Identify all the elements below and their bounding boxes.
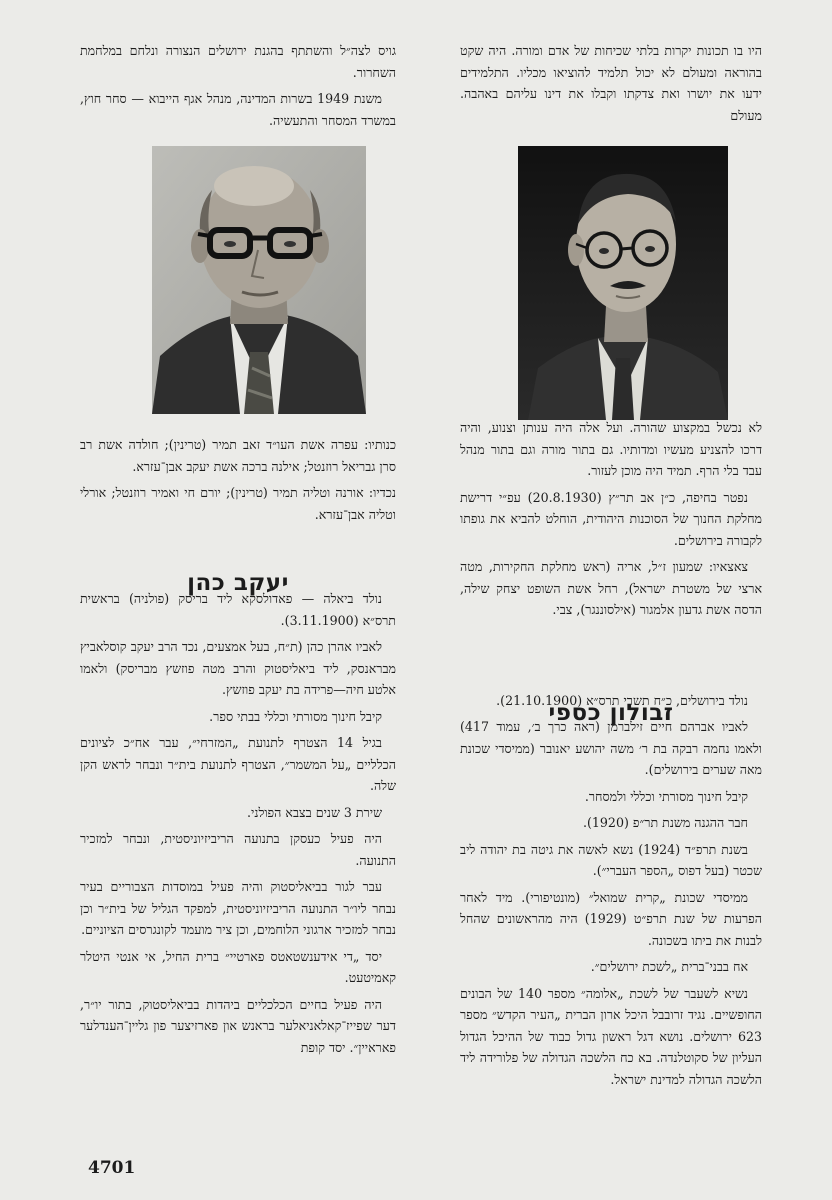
paragraph: עבר לגור בביאליסטוק והיה פעיל במוסדות הצבוריים בעיר נבחר ליו״ר התנועה הריביזיוניסטית, למפקד הגליל של בית״ר וכן נבחר למזכיר ארגוני הלוחמים, וכן ציר מועמד לקונגרסים הציוניים. [80, 879, 396, 937]
page-number: 4701 [88, 1158, 136, 1178]
portrait-photo [518, 146, 728, 420]
portrait-photo [152, 146, 366, 414]
paragraph: לאביו אהרן כהן (ת״ח, בעל אמצעים, נכד הרב יעקב קוסלאביץ מבראנסק, ליד ביאליסטוק והרב מטה פוזשץ מבריסק) ולאמו אלטע חיה—פרידה בת יעקב פוזשץ. [80, 639, 396, 697]
paragraph: קיבל חינוך מסורתי וכללי בבתי ספר. [209, 708, 382, 724]
paragraph: חבר ההגנה משנת תר״פ (1920). [582, 815, 748, 830]
paragraph: היה פעיל בחיים הכלכליים ביהדות בביאליסטוק, בתור יו״ר, דער שפייז־קאלאניאלער בראנש און פארזיצער פון גליין־הענדלער פאראיין״. יסד קופת [80, 996, 396, 1055]
paragraph: היה פעיל כעסקן בתנועה הריביזיוניסטית, ונבחר למזכיר התנועה. [80, 831, 396, 868]
portrait-kaspi-icon [518, 146, 728, 420]
paragraph: בגיל 14 הצטרף לתנועת „המזרחי״, עבר אח״כ לציונים הכלליים „על המשמר״, הצטרף לתנועת בית״ר ונבחר לראש הקן שלה. [80, 735, 396, 793]
biography-title: יעקב כהן [187, 570, 289, 596]
paragraph: היו בו תכונות יקרות בלתי שכיחות של אדם ומורה. היה שקט בהוראה ומעולם לא יכול תלמיד להוציאו מכליו. התלמידים ידעו את יושרו ואת צדקתו וקבלו את דינו עליהם באהבה. מעולם [460, 43, 762, 123]
paragraph: משנת 1949 בשרות המדינה, מנהל אגף הייבוא — סחר חוץ, במשרד המסחר והתעשיה. [80, 91, 396, 128]
paragraph: נכדיו: אורנה וטליה תמיר (טרינין); יורם חי ואמיר רוזנטל; אורלי וטליה אבן־עזרא. [80, 485, 396, 522]
paragraph: נשיא לשעבר של לשכת „אלומה״ מספר 140 של הבונים החופשיים. נגיד זרובבל היכל ארון הברית „העיר הקדש״ מספר 623 ירושלים. נושא דגל ראשון גדול כבוד של ההיכל הגדול העליון של סקוטלנדה. בא כח הלשכה הגדולה של פלורידה ליד הלשכה הגדולה למדינת ישראל. [460, 985, 762, 1087]
biography-title: זבולון כספי [548, 700, 674, 726]
paragraph: נולד ביאלה — פאדולסקא ליד בריסק (פולניה) בראשית תרס״א (3.11.1900). [80, 591, 396, 628]
paragraph: שירת 3 שנים בצבא הפולני. [247, 804, 382, 820]
paragraph: צאצאיו: שמעון ז״ל, אריה (ראש מחלקת החקירות, מטה ארצי של משטרת ישראל), רחל אשת השופט יצחק שילה, הדסה אשת גדעון אלמגור (אילסוננגר), צבי. [460, 559, 762, 617]
paragraph: נולד בירושלים, כ״ח תשרי תרס״א (21.10.1900). [496, 692, 748, 708]
paragraph: בשנת תרפ״ד (1924) נשא לאשה את גיטה בת יהודה ליב שכטר (בעל דפוס „הספר העברי״). [460, 841, 762, 878]
paragraph: יסד „די אידענשטאטס פארטיי״ ברית החיל, אי אנטי היטלר קאמיטעט. [80, 948, 396, 985]
paragraph: ממיסדי שכונת „קרית שמואל״ (מונטיפורי). מיד לאחר הפרעות של שנת תרפ״ט (1929) היה מהראשונים שהחל לבנות את ביתו בשכונה. [460, 889, 762, 948]
paragraph: כנותיו: עפרה אשת העו״ד זאב תמיר (טרינין); חולדה אשת רב סרן גבריאל רוזנטל; אילנה ברכה אשת יעקב אבן־עזרא. [80, 437, 396, 474]
paragraph: גויס לצה״ל והשתתף בהגנת ירושלים הנצורה ונלחם במלחמת השחרור. [80, 43, 396, 80]
paragraph: נפטר בחיפה, כ״ן אב תר״ץ (20.8.1930) עפ״י דרישת מחלקת החנוך של הסוכנות היהודית, הוחלט להביא את גופתו לקבורה בירושלים. [460, 489, 762, 548]
portrait-kahan-icon [152, 146, 366, 414]
paragraph: לא נכשל במקצוע שהורה. ועל אלה היה ענותן וצנוע, והיה דרכו להצניע מעשיו ומדותיו. גם בתור מורה וגם בתור מנהל עבד בלי הרף. תמיד היה מוכן לעזור. [460, 420, 762, 478]
paragraph: קיבל חינוך מסורתי וכללי ולמסחר. [584, 788, 748, 804]
paragraph: לאביו אברהם חיים זילברמן (ראה כרך ב׳, עמוד 417) ולאמו נחמה רבקה בת ר׳ משה יהושע יאנובר (ממיסדי שכונת מאה שערים בירושלים). [460, 719, 762, 777]
paragraph: אח בבני־ברית „לשכת ירושלים״. [590, 959, 748, 974]
title-spacer [460, 626, 762, 690]
